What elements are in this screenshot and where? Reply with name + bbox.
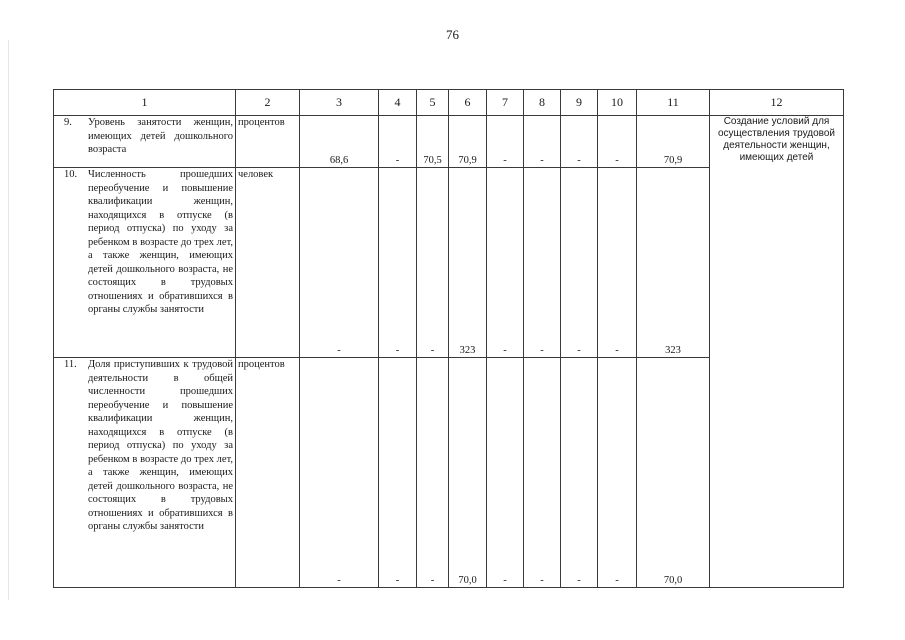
value-cell: - xyxy=(561,168,598,358)
header-col-11: 11 xyxy=(637,90,710,116)
value-cell: 70,9 xyxy=(449,116,487,168)
header-col-5: 5 xyxy=(417,90,449,116)
value-cell: - xyxy=(561,116,598,168)
value-cell: - xyxy=(379,168,417,358)
value-cell: - xyxy=(300,358,379,588)
indicators-table xyxy=(53,89,844,588)
value-cell: 70,0 xyxy=(637,358,710,588)
row-number: 9. xyxy=(64,117,72,128)
value-cell: - xyxy=(379,358,417,588)
value-cell: 70,9 xyxy=(637,116,710,168)
value-cell: 70,0 xyxy=(449,358,487,588)
unit-cell: процентов xyxy=(236,116,300,168)
indicator-name-cell xyxy=(54,358,236,588)
header-row xyxy=(54,90,844,116)
scan-edge-mark xyxy=(8,40,9,600)
header-col-9: 9 xyxy=(561,90,598,116)
header-col-12: 12 xyxy=(710,90,844,116)
value-cell: - xyxy=(487,116,524,168)
header-col-1: 1 xyxy=(54,90,236,116)
page-number: 76 xyxy=(446,27,459,42)
value-cell: 323 xyxy=(637,168,710,358)
value-cell: 70,5 xyxy=(417,116,449,168)
value-cell: - xyxy=(417,168,449,358)
header-col-2: 2 xyxy=(236,90,300,116)
unit-cell: человек xyxy=(236,168,300,358)
value-cell: - xyxy=(487,168,524,358)
value-cell: 323 xyxy=(449,168,487,358)
row-number: 10. xyxy=(64,169,78,180)
header-col-3: 3 xyxy=(300,90,379,116)
value-cell: - xyxy=(561,358,598,588)
table-row xyxy=(54,116,844,168)
value-cell: - xyxy=(300,168,379,358)
value-cell: - xyxy=(487,358,524,588)
indicator-name-cell xyxy=(54,168,236,358)
value-cell: - xyxy=(598,358,637,588)
indicator-name: Численность прошедших переобучение и повышение квалификации женщин, находящихся в отпуске (в период отпуска) по уходу за ребенком в возрасте до трех лет, а также женщин, имеющих детей дошкольного возраста, не состоящих в трудовых отношениях и обратившихся в органы службы занятости xyxy=(88,169,233,315)
header-col-10: 10 xyxy=(598,90,637,116)
unit-cell: процентов xyxy=(236,358,300,588)
header-col-8: 8 xyxy=(524,90,561,116)
header-col-7: 7 xyxy=(487,90,524,116)
row-number: 11. xyxy=(64,359,77,370)
value-cell: - xyxy=(524,116,561,168)
value-cell: 68,6 xyxy=(300,116,379,168)
value-cell: - xyxy=(598,168,637,358)
indicator-name: Уровень занятости женщин, имеющих детей дошкольного возраста xyxy=(88,117,233,155)
indicator-name: Доля приступивших к трудовой деятельности в общей численности прошедших переобучение и повышение квалификации женщин, находящихся в отпуске (в период отпуска) по уходу за ребенком в возрасте до трех лет, а также женщин, имеющих детей дошкольного возраста, не состоящих в трудовых отношениях и обратившихся в органы службы занятости xyxy=(88,359,233,532)
goal-cell: Создание условий для осуществления трудовой деятельности женщин, имеющих детей xyxy=(710,116,844,588)
value-cell: - xyxy=(524,168,561,358)
header-col-4: 4 xyxy=(379,90,417,116)
value-cell: - xyxy=(417,358,449,588)
value-cell: - xyxy=(598,116,637,168)
header-col-6: 6 xyxy=(449,90,487,116)
value-cell: - xyxy=(524,358,561,588)
indicator-name-cell xyxy=(54,116,236,168)
value-cell: - xyxy=(379,116,417,168)
